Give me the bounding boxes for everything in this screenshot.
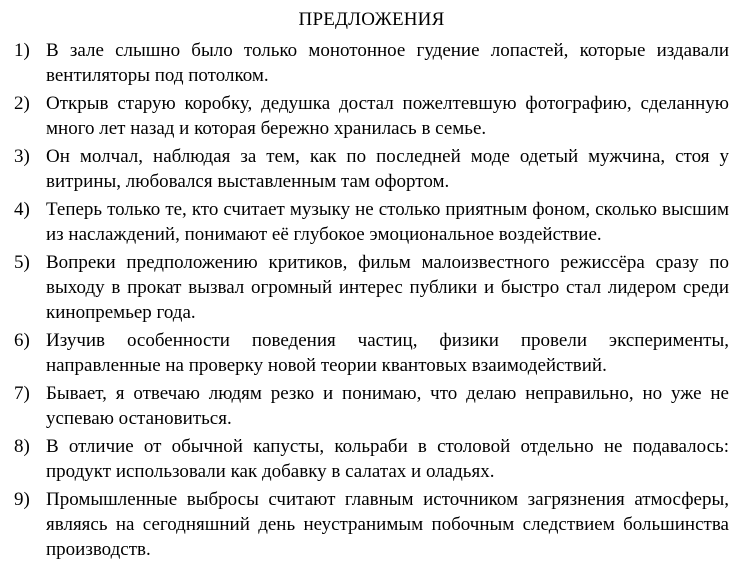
sentence-item (14, 487, 729, 562)
sentence-item (14, 328, 729, 378)
sentence-text: В зале слышно было только монотонное гудение лопастей, которые издавали вентиляторы под потолком. (46, 40, 729, 86)
sentence-number: 4) (14, 199, 30, 220)
sentence-number: 2) (14, 93, 30, 114)
sentence-item (14, 250, 729, 325)
sentence-number: 6) (14, 330, 30, 351)
page-title: ПРЕДЛОЖЕНИЯ (298, 9, 445, 30)
sentence-number: 3) (14, 146, 30, 167)
sentence-text: Он молчал, наблюдая за тем, как по последней моде одетый мужчина, стоя у витрины, любовался выставленным там офортом. (46, 146, 729, 192)
sentence-text: Теперь только те, кто считает музыку не столько приятным фоном, сколько высшим из наслаждений, понимают её глубокое эмоциональное воздействие. (46, 199, 729, 245)
sentence-text: Изучив особенности поведения частиц, физики провели эксперименты, направленные на проверку новой теории квантовых взаимодействий. (46, 330, 729, 376)
sentence-number: 9) (14, 489, 30, 510)
sentence-list (14, 38, 729, 562)
sentence-item (14, 197, 729, 247)
sentence-number: 5) (14, 252, 30, 273)
sentence-item (14, 144, 729, 194)
sentence-text: Промышленные выбросы считают главным источником загрязнения атмосферы, являясь на сегодняшний день неустранимым побочным следствием большинства производств. (46, 489, 729, 560)
sentence-item (14, 381, 729, 431)
sentence-number: 8) (14, 436, 30, 457)
sentence-item (14, 91, 729, 141)
sentence-item (14, 38, 729, 88)
sentence-item (14, 434, 729, 484)
sentence-text: Вопреки предположению критиков, фильм малоизвестного режиссёра сразу по выходу в прокат вызвал огромный интерес публики и быстро стал лидером среди кинопремьер года. (46, 252, 729, 323)
sentence-text: Бывает, я отвечаю людям резко и понимаю, что делаю неправильно, но уже не успеваю остановиться. (46, 383, 729, 429)
sentence-number: 7) (14, 383, 30, 404)
sentence-number: 1) (14, 40, 30, 61)
sentence-text: В отличие от обычной капусты, кольраби в столовой отдельно не подавалось: продукт использовали как добавку в салатах и оладьях. (46, 436, 729, 482)
sentence-text: Открыв старую коробку, дедушка достал пожелтевшую фотографию, сделанную много лет назад и которая бережно хранилась в семье. (46, 93, 729, 139)
